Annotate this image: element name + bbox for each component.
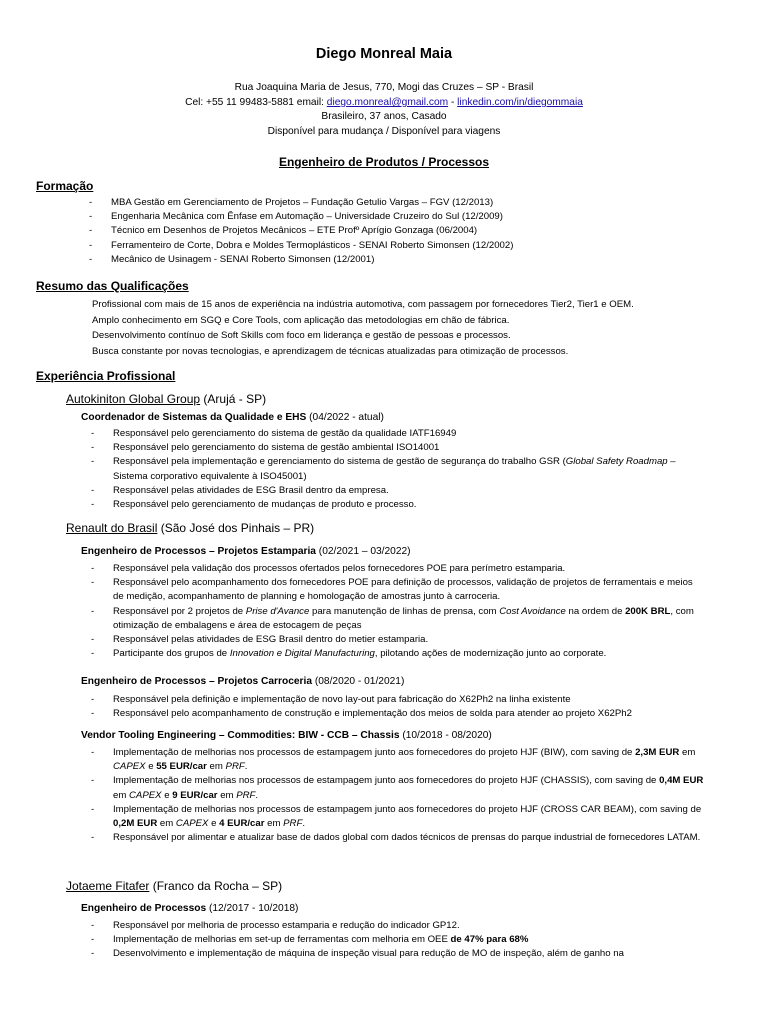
- text: em: [113, 789, 129, 801]
- list-item: - Responsável pelo acompanhamento dos fornecedores POE para definição de processos, validação de projetos de ferramentais e meios de medição, acompanhamento de planning e homologação de amostras junto à carroceria.: [85, 576, 705, 604]
- list-item: [85, 774, 705, 802]
- role-period: (10/2018 - 08/2020): [399, 730, 492, 741]
- text-bold: 9 EUR/car: [172, 789, 218, 801]
- text: Implementação de melhorias nos processos de estampagem junto aos fornecedores do projeto HJF (CHASSIS), com saving de: [113, 775, 660, 787]
- list-item: [85, 647, 705, 661]
- text-italic: CAPEX: [129, 789, 162, 801]
- company-name: Autokiniton Global Group: [66, 392, 201, 406]
- text-italic: Cost Avoidance: [499, 605, 566, 617]
- list-item: - Responsável pelo gerenciamento de mudanças de produto e processo.: [85, 498, 705, 512]
- role-period: (04/2022 - atual): [306, 412, 384, 423]
- company-location: (Arujá - SP): [200, 392, 267, 406]
- list-item: [85, 455, 705, 483]
- role-autokiniton: [81, 412, 384, 423]
- text-italic: CAPEX: [113, 761, 146, 773]
- text: Responsável pela implementação e gerenciamento do sistema de gestão de segurança do trabalho GSR (: [113, 456, 566, 468]
- text-bold: 2,3M EUR: [635, 747, 680, 758]
- text: – Sistema corporativo equivalente à ISO45001): [113, 456, 676, 482]
- role-title: Engenheiro de Processos – Projetos Estamparia: [81, 546, 316, 557]
- jotaeme-list: [85, 919, 725, 962]
- phone-text: Cel: +55 11 99483-5881 email:: [185, 97, 327, 108]
- text-italic: PRF: [225, 761, 245, 773]
- text-italic: PRF: [283, 818, 303, 830]
- renault-list-1: [85, 562, 705, 661]
- role-period: (02/2021 – 03/2022): [315, 546, 411, 557]
- resumo-line: Profissional com mais de 15 anos de experiência na indústria automotiva, com passagem por fornecedores Tier2, Tier1 e OEM.: [92, 299, 634, 310]
- resumo-lines: [92, 297, 634, 359]
- text-bold: 200K BRL: [625, 605, 671, 617]
- role-title: Vendor Tooling Engineering – Commodities: BIW - CCB – Chassis: [81, 730, 400, 741]
- text: em: [217, 789, 237, 801]
- text-bold: 0,2M EUR: [113, 818, 158, 830]
- role-title: Engenheiro de Processos – Projetos Carroceria: [81, 676, 313, 687]
- text-italic: CAPEX: [175, 818, 209, 830]
- text: em: [679, 747, 696, 758]
- text-italic: PRF: [236, 789, 256, 801]
- role-period: (12/2017 - 10/2018): [206, 903, 299, 914]
- text: em: [206, 761, 226, 773]
- text-bold: 0,4M EUR: [659, 775, 704, 787]
- text: Implementação de melhorias em set-up de ferramentas com melhoria em OEE: [113, 934, 451, 946]
- list-item: - Responsável pelas atividades de ESG Brasil dentro da empresa.: [85, 484, 705, 498]
- text: Implementação de melhorias nos processos de estampagem junto aos fornecedores do projeto HJF (BIW), com saving de: [113, 747, 636, 758]
- text: , com otimização de embalagens e área de estocagem de peças: [113, 605, 694, 631]
- role-title: Engenheiro de Processos: [81, 903, 207, 914]
- section-resumo-title: Resumo das Qualificações: [36, 279, 189, 293]
- text: Participante dos grupos de: [113, 648, 230, 660]
- company-renault: [66, 521, 314, 535]
- text: , pilotando ações de modernização junto ao corporate.: [374, 648, 607, 660]
- text: e: [161, 789, 173, 801]
- text: em: [264, 818, 284, 830]
- company-autokiniton: [66, 392, 266, 406]
- company-name: Renault do Brasil: [66, 521, 158, 535]
- role-renault-1: [81, 546, 411, 557]
- list-item: - Desenvolvimento e implementação de máquina de inspeção visual para redução de MO de inspeção, além de ganho na: [85, 947, 725, 961]
- text-bold: 55 EUR/car: [156, 761, 207, 773]
- renault-list-2: [85, 693, 725, 721]
- text: em: [157, 818, 176, 830]
- company-location: (Franco da Rocha – SP): [149, 879, 283, 893]
- role-renault-3: [81, 730, 492, 741]
- company-name: Jotaeme Fitafer: [66, 879, 150, 893]
- list-item: - Engenharia Mecânica com Ênfase em Automação – Universidade Cruzeiro do Sul (12/2009): [83, 210, 723, 224]
- text-bold: de 47% para 68%: [450, 934, 529, 946]
- formacao-list: [83, 196, 723, 267]
- text: .: [255, 789, 259, 801]
- list-item: - Responsável por melhoria de processo estamparia e redução do indicador GP12.: [85, 919, 725, 933]
- text: .: [244, 761, 248, 773]
- text: para manutenção de linhas de prensa, com: [309, 605, 500, 617]
- availability-line: Disponível para mudança / Disponível para viagens: [267, 126, 501, 137]
- objective-title: Engenheiro de Produtos / Processos: [278, 155, 490, 169]
- list-item: [85, 803, 705, 831]
- text: Implementação de melhorias nos processos de estampagem junto aos fornecedores do projeto HJF (CROSS CAR BEAM), com saving de: [113, 803, 702, 815]
- linkedin-link[interactable]: linkedin.com/in/diegommaia: [457, 97, 583, 108]
- list-item: [85, 746, 705, 774]
- text: e: [208, 818, 220, 830]
- list-item: - Responsável pelas atividades de ESG Brasil dentro do metier estamparia.: [85, 633, 705, 647]
- list-item: [85, 605, 705, 633]
- candidate-name: Diego Monreal Maia: [315, 46, 453, 62]
- list-item: - Responsável pela definição e implementação de novo lay-out para fabricação do X62Ph2 na linha existente: [85, 693, 725, 707]
- role-title: Coordenador de Sistemas da Qualidade e EHS: [81, 412, 307, 423]
- personal-line: Brasileiro, 37 anos, Casado: [321, 111, 447, 122]
- role-period: (08/2020 - 01/2021): [312, 676, 405, 687]
- list-item: - Responsável pelo gerenciamento do sistema de gestão da qualidade IATF16949: [85, 427, 705, 441]
- list-item: - Mecânico de Usinagem - SENAI Roberto Simonsen (12/2001): [83, 253, 723, 267]
- list-item: - MBA Gestão em Gerenciamento de Projetos – Fundação Getulio Vargas – FGV (12/2013): [83, 196, 723, 210]
- renault-list-3: [85, 746, 705, 845]
- section-formacao-title: Formação: [36, 179, 94, 193]
- autokiniton-list: [85, 427, 705, 512]
- list-item: - Técnico em Desenhos de Projetos Mecânicos – ETE Profº Aprígio Gonzaga (06/2004): [83, 224, 723, 238]
- role-jotaeme: [81, 903, 298, 914]
- contact-line: [0, 96, 768, 110]
- company-jotaeme: [66, 879, 282, 893]
- text-italic: Innovation e Digital Manufacturing: [229, 648, 375, 660]
- text-italic: Prise d'Avance: [245, 605, 310, 617]
- list-item: - Responsável pelo acompanhamento de construção e implementação dos meios de solda para atender ao projeto X62Ph2: [85, 707, 725, 721]
- list-item: [85, 933, 725, 947]
- role-renault-2: [81, 676, 404, 687]
- section-experiencia-title: Experiência Profissional: [36, 369, 176, 383]
- resumo-line: Amplo conhecimento em SGQ e Core Tools, com aplicação das metodologias em chão de fábrica.: [92, 314, 510, 326]
- resumo-line: Busca constante por novas tecnologias, e aprendizagem de técnicas atualizadas para otimização de processos.: [92, 345, 569, 357]
- text: Responsável por 2 projetos de: [113, 605, 246, 617]
- resumo-line: Desenvolvimento contínuo de Soft Skills com foco em liderança e gestão de pessoas e processos.: [92, 330, 511, 342]
- company-location: (São José dos Pinhais – PR): [157, 521, 315, 535]
- text: na ordem de: [565, 605, 626, 617]
- text-bold: 4 EUR/car: [219, 818, 265, 830]
- text: .: [302, 818, 305, 830]
- address-line: Rua Joaquina Maria de Jesus, 770, Mogi das Cruzes – SP - Brasil: [234, 82, 534, 93]
- email-link[interactable]: diego.monreal@gmail.com: [326, 97, 449, 108]
- list-item: - Responsável por alimentar e atualizar base de dados global com dados técnicos de prensas do parque industrial de fornecedores LATAM.: [85, 831, 705, 845]
- text: e: [145, 761, 157, 773]
- list-item: - Responsável pelo gerenciamento do sistema de gestão ambiental ISO14001: [85, 441, 705, 455]
- list-item: - Ferramenteiro de Corte, Dobra e Moldes Termoplásticos - SENAI Roberto Simonsen (12/2002): [83, 239, 723, 253]
- text-italic: Global Safety Roadmap: [565, 456, 668, 468]
- contact-separator: -: [448, 97, 458, 108]
- list-item: - Responsável pela validação dos processos ofertados pelos fornecedores POE para perímetro estamparia.: [85, 562, 705, 576]
